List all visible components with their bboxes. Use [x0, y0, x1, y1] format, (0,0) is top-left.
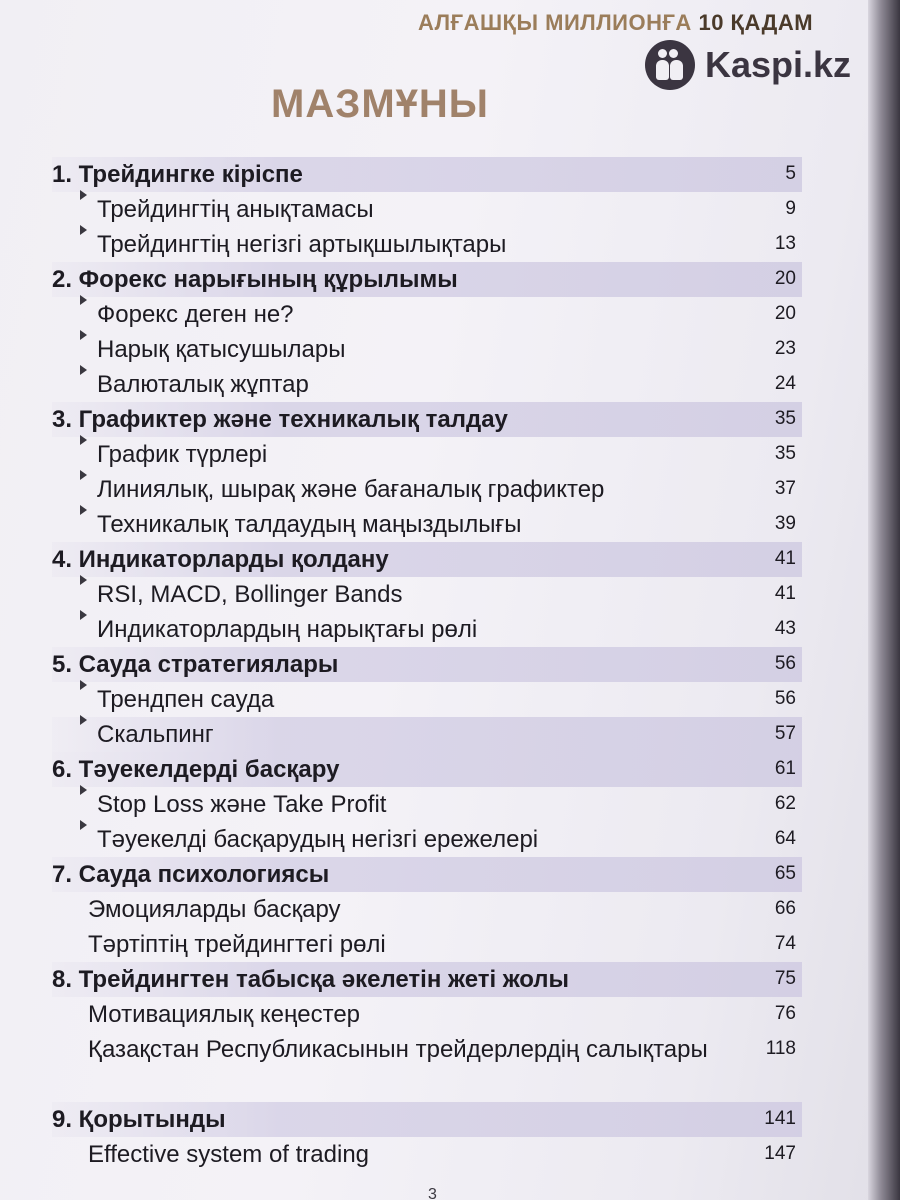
toc-page-number: 118 [765, 1038, 796, 1059]
toc-section-row [52, 612, 802, 647]
toc-section-row [52, 297, 802, 332]
page-number: 3 [428, 1186, 437, 1200]
toc-chapter-title: 3. Графиктер және техникалық талдау [52, 406, 508, 433]
toc-page-number: 147 [764, 1143, 796, 1164]
toc-page-number: 20 [774, 303, 796, 324]
bullet-arrow-icon [80, 225, 87, 235]
toc-page-number: 61 [774, 758, 796, 779]
toc-chapter-row [52, 262, 802, 297]
toc-chapter-title: 7. Сауда психологиясы [52, 861, 330, 888]
toc-section-row [52, 717, 802, 752]
toc-section-row [52, 472, 802, 507]
toc-chapter-row [52, 157, 802, 192]
toc-chapter-title: 6. Тәуекелдерді басқару [52, 756, 340, 783]
toc-heading: МАЗМҰНЫ [271, 82, 489, 126]
toc-section-title: Эмоцияларды басқару [88, 896, 341, 923]
toc-chapter-row [52, 1102, 802, 1137]
toc-section-title: Трендпен сауда [97, 686, 275, 713]
bullet-arrow-icon [80, 365, 87, 375]
toc-section-row [52, 1032, 802, 1102]
bullet-arrow-icon [80, 820, 87, 830]
toc-page-number: 13 [774, 233, 796, 254]
toc-page-number: 43 [774, 618, 796, 639]
toc-page-number: 41 [774, 548, 796, 569]
toc-section-title: Қазақстан Республикасынын трейдерлердің салықтары [88, 1036, 708, 1063]
toc-section-title: Нарық қатысушылары [97, 336, 346, 363]
toc-section-title: Форекс деген не? [97, 301, 294, 328]
toc-chapter-row [52, 647, 802, 682]
toc-page-number: 141 [764, 1108, 796, 1129]
toc-chapter-title: 8. Трейдингтен табысқа әкелетін жеті жолы [52, 966, 570, 993]
toc-page-number: 23 [774, 338, 796, 359]
toc-chapter-title: 9. Қорытынды [52, 1106, 226, 1133]
bullet-arrow-icon [80, 470, 87, 480]
toc-section-title: Stop Loss және Take Profit [97, 791, 387, 818]
toc-chapter-row [52, 402, 802, 437]
toc-section-row [52, 927, 802, 962]
toc-page-number: 20 [774, 268, 796, 289]
header-title-text: АЛҒАШҚЫ МИЛЛИОНҒА [418, 10, 692, 35]
toc-page-number: 65 [774, 863, 796, 884]
toc-page-number: 62 [774, 793, 796, 814]
toc-section-title: График түрлері [97, 441, 268, 468]
toc-section-row [52, 507, 802, 542]
toc-page-number: 37 [774, 478, 796, 499]
toc-chapter-row [52, 857, 802, 892]
running-header [418, 10, 813, 36]
bullet-arrow-icon [80, 610, 87, 620]
toc-section-title: Индикаторлардың нарықтағы рөлі [97, 616, 478, 643]
toc-section-title: Валюталық жұптар [97, 371, 309, 398]
bullet-arrow-icon [80, 505, 87, 515]
toc-page-number: 39 [774, 513, 796, 534]
toc-section-title: Тәуекелді басқарудың негізгі ережелері [97, 826, 539, 853]
toc-page-number: 74 [774, 933, 796, 954]
toc-section-title: Трейдингтің анықтамасы [97, 196, 374, 223]
toc-page-number: 35 [774, 443, 796, 464]
toc-chapter-title: 4. Индикаторларды қолдану [52, 546, 389, 573]
toc-page-number: 56 [774, 688, 796, 709]
toc-page-number: 56 [774, 653, 796, 674]
bullet-arrow-icon [80, 680, 87, 690]
toc-section-row [52, 192, 802, 227]
toc-page-number: 41 [774, 583, 796, 604]
toc-page-number: 64 [774, 828, 796, 849]
toc-chapter-title: 5. Сауда стратегиялары [52, 651, 339, 678]
book-spine-edge [868, 0, 900, 1200]
toc-section-row [52, 577, 802, 612]
toc-section-row [52, 997, 802, 1032]
toc-page-number: 5 [785, 163, 796, 184]
toc-section-row [52, 682, 802, 717]
toc-section-row [52, 1137, 802, 1172]
bullet-arrow-icon [80, 190, 87, 200]
bullet-arrow-icon [80, 575, 87, 585]
toc-page-number: 57 [774, 723, 796, 744]
toc-section-row [52, 332, 802, 367]
toc-section-row [52, 367, 802, 402]
toc-section-row [52, 227, 802, 262]
toc-chapter-row [52, 752, 802, 787]
toc-page-number: 76 [774, 1003, 796, 1024]
header-title-number: 10 ҚАДАМ [698, 10, 814, 35]
toc-section-title: Линиялық, шырақ және бағаналық графиктер [97, 476, 605, 503]
toc-section-title: RSI, MACD, Bollinger Bands [97, 581, 403, 608]
toc-section-title: Effective system of trading [88, 1141, 370, 1168]
bullet-arrow-icon [80, 330, 87, 340]
toc-section-title: Техникалық талдаудың маңыздылығы [97, 511, 522, 538]
toc-section-row [52, 437, 802, 472]
bullet-arrow-icon [80, 785, 87, 795]
toc-chapter-title: 2. Форекс нарығының құрылымы [52, 266, 458, 293]
toc-chapter-title: 1. Трейдингке кіріспе [52, 161, 303, 188]
toc-section-row [52, 892, 802, 927]
toc-page-number: 75 [774, 968, 796, 989]
toc-section-title: Скальпинг [97, 721, 214, 748]
bullet-arrow-icon [80, 715, 87, 725]
toc-section-row [52, 787, 802, 822]
table-of-contents [52, 157, 802, 1172]
toc-page-number: 66 [774, 898, 796, 919]
toc-chapter-row [52, 542, 802, 577]
toc-section-title: Трейдингтің негізгі артықшылықтары [97, 231, 507, 258]
toc-page-number: 24 [774, 373, 796, 394]
toc-page-number: 9 [785, 198, 796, 219]
toc-section-title: Мотивациялық кеңестер [88, 1001, 361, 1028]
bullet-arrow-icon [80, 435, 87, 445]
toc-chapter-row [52, 962, 802, 997]
kaspi-watermark-text: Kaspi.kz [705, 44, 852, 85]
toc-section-title: Тәртіптің трейдингтегі рөлі [88, 931, 386, 958]
bullet-arrow-icon [80, 295, 87, 305]
toc-page-number: 35 [774, 408, 796, 429]
toc-section-row [52, 822, 802, 857]
